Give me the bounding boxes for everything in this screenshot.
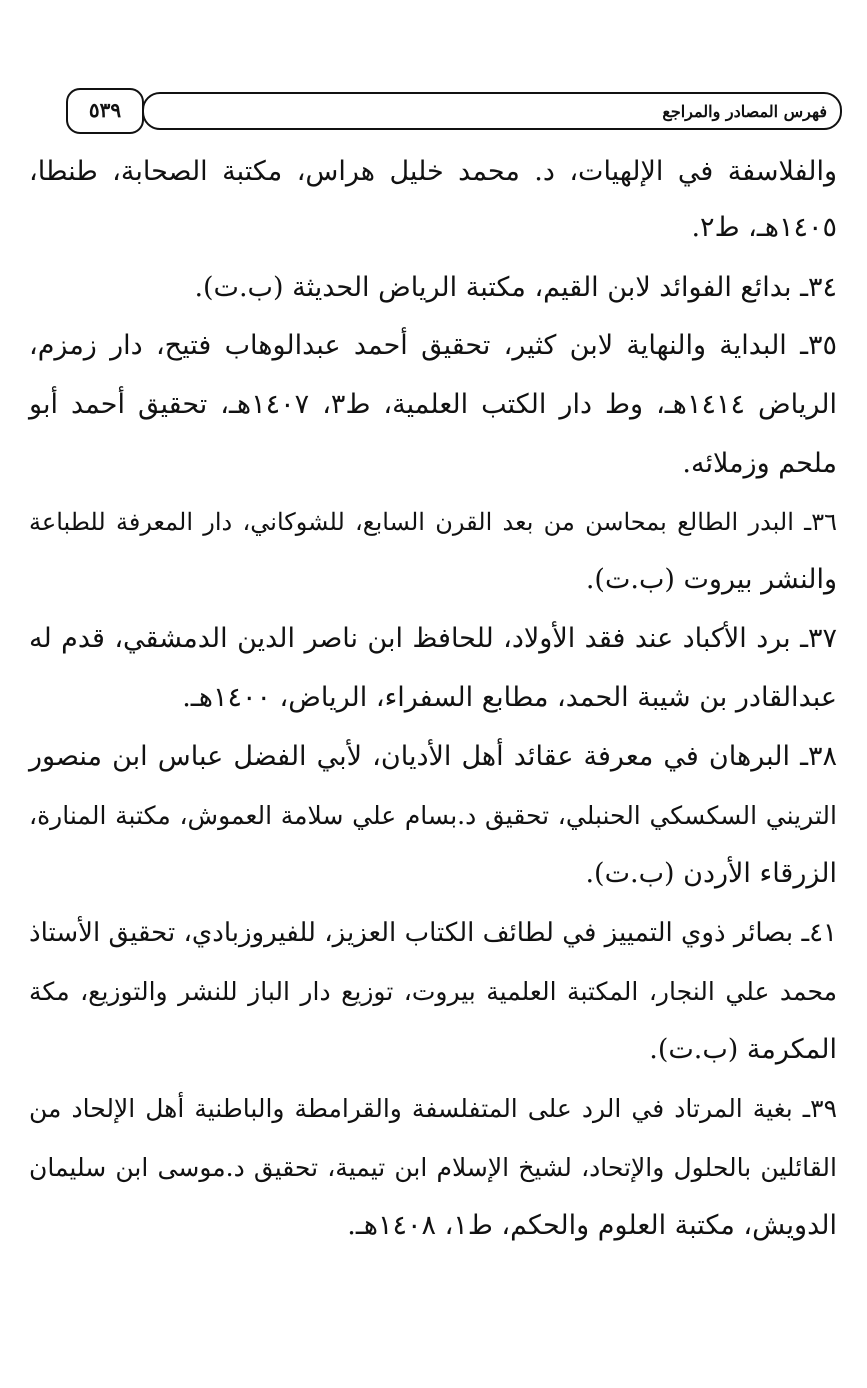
entry-39: ٣٩ـ بغية المرتاد في الرد على المتفلسفة والقرامطة والباطنية أهل الإلحاد من <box>29 1094 837 1123</box>
entry-37: ٣٧ـ برد الأكباد عند فقد الأولاد، للحافظ ابن ناصر الدين الدمشقي، قدم له <box>29 623 837 654</box>
text-line: الرياض ١٤١٤هـ، وط دار الكتب العلمية، ط٣، ١٤٠٧هـ، تحقيق أحمد أبو <box>29 389 837 420</box>
text-line: ملحم وزملائه. <box>682 448 837 479</box>
entry-35: ٣٥ـ البداية والنهاية لابن كثير، تحقيق أحمد عبدالوهاب فتيح، دار زمزم، <box>29 330 837 361</box>
text-line: الدويش، مكتبة العلوم والحكم، ط١، ١٤٠٨هـ. <box>347 1210 837 1241</box>
text-line: ١٤٠٥هـ، ط٢. <box>691 212 837 243</box>
entry-34: ٣٤ـ بدائع الفوائد لابن القيم، مكتبة الرياض الحديثة (ب.ت). <box>194 272 837 303</box>
text-line: والفلاسفة في الإلهيات، د. محمد خليل هراس، مكتبة الصحابة، طنطا، <box>29 156 837 187</box>
entry-41: ٤١ـ بصائر ذوي التمييز في لطائف الكتاب العزيز، للفيروزبادي، تحقيق الأستاذ <box>29 918 837 948</box>
running-header-title: فهرس المصادر والمراجع <box>662 102 827 121</box>
text-line: والنشر بيروت (ب.ت). <box>585 564 837 595</box>
text-line: القائلين بالحلول والإتحاد، لشيخ الإسلام ابن تيمية، تحقيق د.موسى ابن سليمان <box>29 1153 837 1182</box>
text-line: عبدالقادر بن شيبة الحمد، مطابع السفراء، الرياض، ١٤٠٠هـ. <box>182 682 837 713</box>
text-line: محمد علي النجار، المكتبة العلمية بيروت، توزيع دار الباز للنشر والتوزيع، مكة <box>29 977 837 1006</box>
text-line: التريني السكسكي الحنبلي، تحقيق د.بسام علي سلامة العموش، مكتبة المنارة، <box>29 801 837 830</box>
entry-38: ٣٨ـ البرهان في معرفة عقائد أهل الأديان، لأبي الفضل عباس ابن منصور <box>29 741 837 772</box>
entry-36: ٣٦ـ البدر الطالع بمحاسن من بعد القرن السابع، للشوكاني، دار المعرفة للطباعة <box>29 508 837 536</box>
text-line: المكرمة (ب.ت). <box>649 1034 837 1065</box>
text-line: الزرقاء الأردن (ب.ت). <box>585 858 837 889</box>
page-number: ٥٣٩ <box>88 98 122 122</box>
